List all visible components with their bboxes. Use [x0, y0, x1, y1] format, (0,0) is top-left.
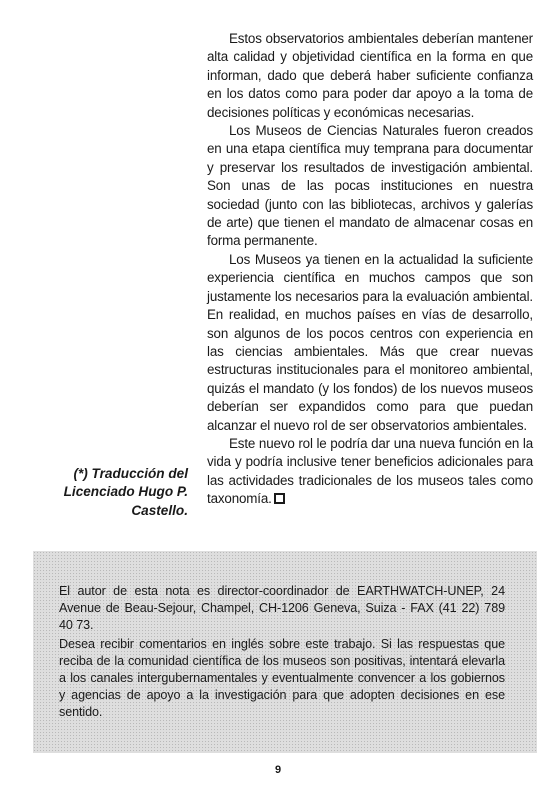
author-request: Desea recibir comentarios en inglés sobre este trabajo. Si las respuestas que reciba de la comunidad científica de los museos son positivas, intentará elevarla a los canales intergubernamentales y eventualmente convencer a los gobiernos y agencias de apoyo a la investigación para que adopten decisiones en ese sentido. [59, 637, 505, 719]
author-info-text [59, 583, 505, 723]
translator-note: (*) Traducción del Licenciado Hugo P. Castello. [63, 466, 188, 518]
author-contact: El autor de esta nota es director-coordinador de EARTHWATCH-UNEP, 24 Avenue de Beau-Sejour, Champel, CH-1206 Geneva, Suiza - FAX (41 22) 789 40 73. [59, 584, 505, 632]
article-paragraph: Estos observatorios ambientales deberían mantener alta calidad y objetividad científica en la forma en que informan, dado que deberá haber suficiente confianza en los datos como para poder dar apoyo a la toma de decisiones políticas y económicas necesarias. [207, 31, 533, 120]
article-paragraph: Los Museos de Ciencias Naturales fueron creados en una etapa científica muy temprana para documentar y preservar los resultados de investigación ambiental. Son unas de las pocas instituciones en nuestra sociedad (junto con las bibliotecas, archivos y galerías de arte) que tienen el mandato de almacenar cosas en forma permanente. [207, 123, 533, 249]
article-paragraph: Los Museos ya tienen en la actualidad la suficiente experiencia científica en muchos campos que son justamente los necesarios para la evaluación ambiental. En realidad, en muchos países en vías de desarrollo, son algunos de los pocos centros con experiencia en las ciencias ambientales. Más que crear nuevas estructuras institucionales para el monitoreo ambiental, quizás el mandato (y los fondos) de los nuevos museos deberían ser expandidos como para que puedan alcanzar el nuevo rol de ser observatorios ambientales. [207, 251, 533, 433]
author-info-box [33, 551, 537, 753]
article-paragraph-text: Este nuevo rol le podría dar una nueva función en la vida y podría inclusive tener beneficios adicionales para las actividades tradicionales de los museos tales como taxonomía. [207, 435, 533, 507]
article-paragraph-last [207, 435, 533, 509]
page-number: 9 [274, 764, 282, 776]
article-body [207, 30, 533, 509]
end-of-article-square-icon [274, 493, 285, 504]
